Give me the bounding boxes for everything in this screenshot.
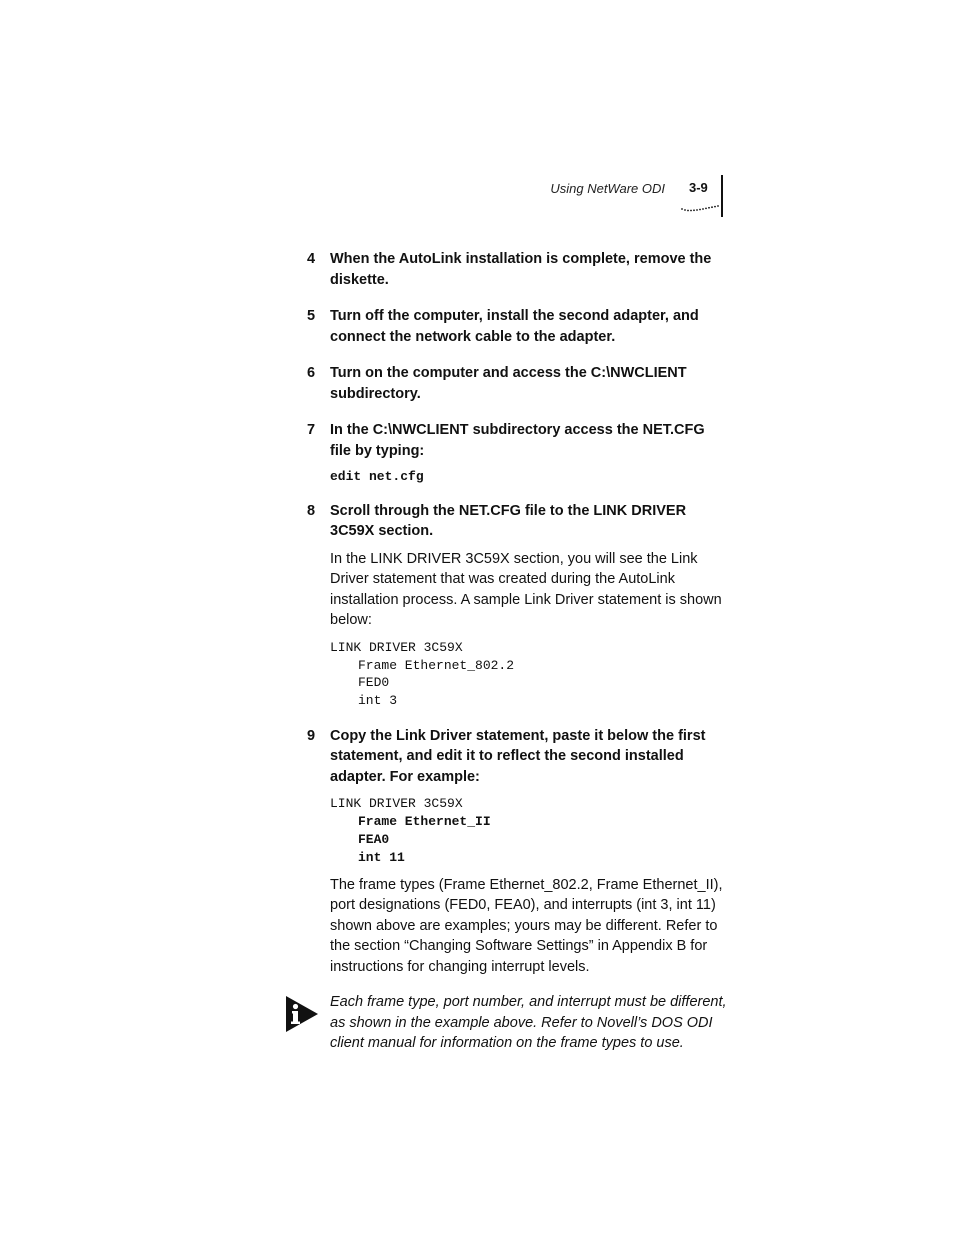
code-block-example: [330, 795, 727, 866]
step-9: [307, 726, 727, 977]
command-line: edit net.cfg: [330, 469, 424, 484]
note-text: Each frame type, port number, and interrupt must be different, as shown in the example above. Refer to Novell’s DOS ODI client manual for information on the frame types to use.: [330, 994, 727, 1051]
code-line: FEA0: [358, 832, 390, 848]
step-text: Turn on the computer and access the C:\NWCLIENT subdirectory.: [330, 365, 687, 402]
step-number: 7: [307, 422, 316, 438]
code-line: int 11: [358, 849, 405, 865]
step-text: Turn off the computer, install the second adapter, and connect the network cable to the adapter.: [330, 308, 699, 345]
step-number: 6: [307, 365, 316, 381]
page-number: 3-9: [689, 180, 708, 195]
step-number: 8: [307, 502, 316, 519]
step-paragraph: The frame types (Frame Ethernet_802.2, Frame Ethernet_II), port designations (FED0, FEA0), and interrupts (int 3, int 11) shown above are examples; yours may be different. Refer to the section “Changing Software Settings” in Appendix B for instructions for changing interrupt levels.: [330, 876, 723, 975]
info-icon: [286, 996, 318, 1032]
code-line: int 3: [358, 693, 398, 709]
step-number: 9: [307, 727, 316, 744]
step-number: 4: [307, 251, 316, 267]
code-block-sample: [330, 639, 727, 710]
code-line: LINK DRIVER 3C59X: [330, 639, 463, 655]
code-line: Frame Ethernet_II: [358, 814, 491, 830]
step-5: [307, 306, 727, 347]
code-line: LINK DRIVER 3C59X: [330, 796, 463, 812]
step-7: [307, 420, 727, 486]
step-text: Copy the Link Driver statement, paste it below the first statement, and edit it to reflect the second installed adapter. For example:: [330, 727, 706, 785]
step-text: In the C:\NWCLIENT subdirectory access the NET.CFG file by typing:: [330, 422, 705, 459]
step-number: 5: [307, 308, 316, 324]
step-text: Scroll through the NET.CFG file to the LINK DRIVER 3C59X section.: [330, 502, 687, 540]
code-line: FED0: [358, 675, 390, 691]
header-dot-ornament: [680, 202, 722, 214]
step-paragraph: In the LINK DRIVER 3C59X section, you will see the Link Driver statement that was created during the AutoLink installation process. A sample Link Driver statement is shown below:: [330, 550, 722, 629]
step-text: When the AutoLink installation is complete, remove the diskette.: [330, 251, 712, 288]
procedure-steps: [307, 249, 727, 977]
code-line: Frame Ethernet_802.2: [358, 657, 515, 673]
running-header-title: Using NetWare ODI: [550, 181, 665, 196]
step-4: [307, 249, 727, 290]
step-6: [307, 363, 727, 404]
step-8: [307, 501, 727, 710]
